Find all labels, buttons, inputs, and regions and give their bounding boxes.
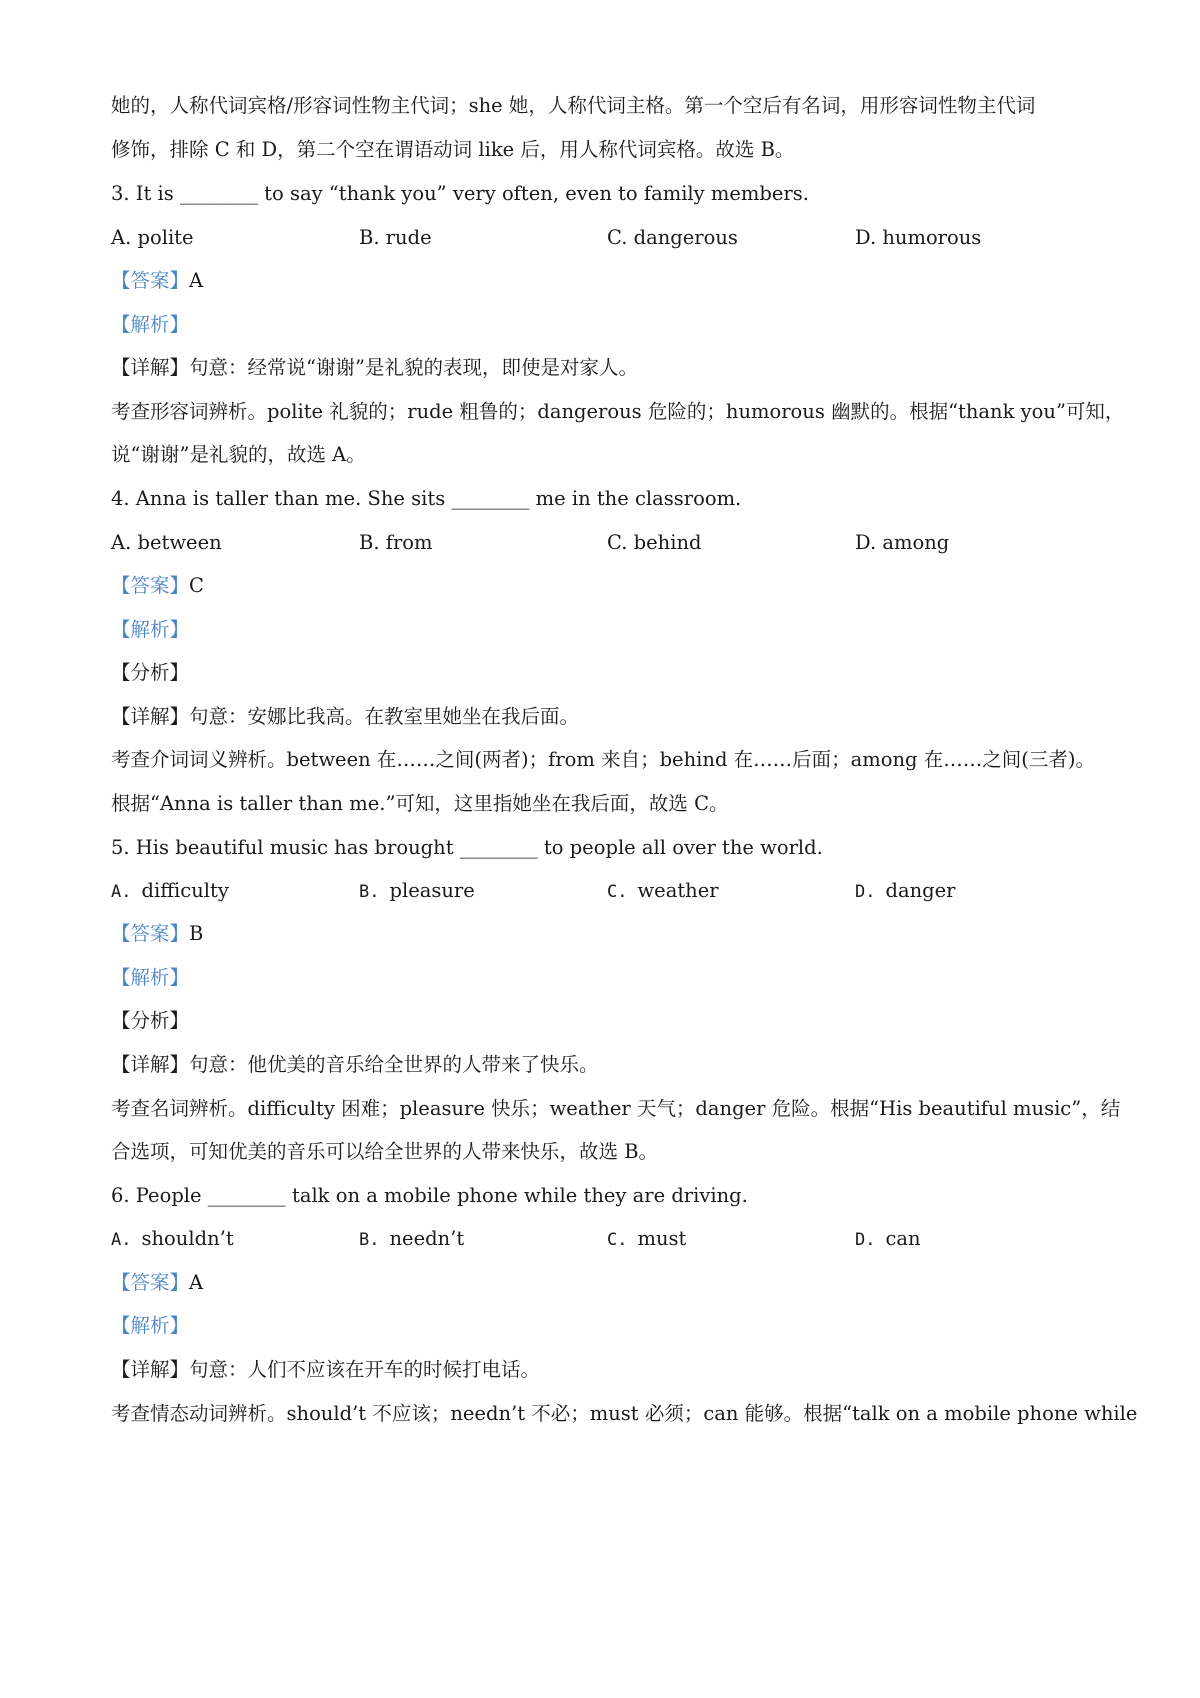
detail-label: 【详解】 (111, 1358, 190, 1381)
question-4-detail (111, 703, 1101, 731)
answer-value: A (189, 269, 204, 292)
question-5-answer (111, 920, 1101, 948)
question-6-detail (111, 1356, 1101, 1384)
option-word: weather (637, 879, 719, 902)
answer-value: A (189, 1271, 204, 1294)
intro-line-2: 修饰，排除 C 和 D，第二个空在谓语动词 like 后，用人称代词宾格。故选 B。 (111, 138, 795, 161)
question-5-analysis-label (111, 964, 1101, 992)
option-word: can (885, 1227, 921, 1250)
option-letter: C. (607, 882, 628, 902)
option-b (359, 877, 475, 906)
option-letter: D. (855, 1230, 876, 1250)
option-word: difficulty (141, 879, 229, 902)
question-4-answer (111, 572, 1101, 600)
detail-text: 句意：人们不应该在开车的时候打电话。 (189, 1358, 541, 1381)
option-c: C. behind (607, 531, 702, 554)
fenxi-label: 【分析】 (111, 1009, 190, 1032)
option-a: A. between (111, 531, 222, 554)
question-3-options (111, 224, 1101, 252)
analysis-label: 【解析】 (111, 966, 190, 989)
option-c (607, 1225, 686, 1254)
option-c (607, 877, 719, 906)
detail-text: 句意：经常说“谢谢”是礼貌的表现，即使是对家人。 (189, 356, 638, 379)
question-6-stem: 6. People ________ talk on a mobile phone while they are driving. (111, 1184, 748, 1207)
question-4-options (111, 529, 1101, 557)
question-5-explain-2: 合选项，可知优美的音乐可以给全世界的人带来快乐，故选 B。 (111, 1140, 659, 1163)
question-3-answer (111, 267, 1101, 295)
answer-label: 【答案】 (111, 269, 190, 292)
option-letter: D. (855, 882, 876, 902)
option-d (855, 1225, 921, 1254)
fenxi-label: 【分析】 (111, 661, 190, 684)
question-5-stem: 5. His beautiful music has brought ________ to people all over the world. (111, 836, 823, 859)
question-4-stem: 4. Anna is taller than me. She sits ________ me in the classroom. (111, 487, 742, 510)
intro-line-1: 她的，人称代词宾格/形容词性物主代词；she 她，人称代词主格。第一个空后有名词，用形容词性物主代词 (111, 94, 1036, 117)
answer-label: 【答案】 (111, 1271, 190, 1294)
question-3-analysis-label (111, 311, 1101, 339)
option-word: shouldn’t (141, 1227, 234, 1250)
question-4-fenxi-label (111, 659, 1101, 687)
question-3-explain-2: 说“谢谢”是礼貌的，故选 A。 (111, 443, 366, 466)
answer-value: C (189, 574, 204, 597)
question-5-detail (111, 1051, 1101, 1079)
analysis-label: 【解析】 (111, 1314, 190, 1337)
option-d (855, 877, 956, 906)
question-6-options (111, 1225, 1101, 1253)
detail-label: 【详解】 (111, 1053, 190, 1076)
option-letter: C. (607, 1230, 628, 1250)
option-word: needn’t (389, 1227, 465, 1250)
analysis-label: 【解析】 (111, 313, 190, 336)
question-5-options (111, 877, 1101, 905)
answer-label: 【答案】 (111, 922, 190, 945)
question-3-stem: 3. It is ________ to say “thank you” very often, even to family members. (111, 182, 809, 205)
question-4-explain-1: 考查介词词义辨析。between 在……之间(两者)；from 来自；behind 在……后面；among 在……之间(三者)。 (111, 748, 1095, 771)
option-letter: B. (359, 1230, 380, 1250)
detail-text: 句意：安娜比我高。在教室里她坐在我后面。 (189, 705, 580, 728)
option-letter: A. (111, 882, 132, 902)
option-b (359, 1225, 464, 1254)
option-d: D. among (855, 531, 950, 554)
option-a (111, 877, 229, 906)
detail-label: 【详解】 (111, 705, 190, 728)
option-letter: A. (111, 1230, 132, 1250)
question-4-analysis-label (111, 616, 1101, 644)
answer-value: B (189, 922, 204, 945)
question-6-answer (111, 1269, 1101, 1297)
option-word: pleasure (389, 879, 475, 902)
question-3-explain-1: 考查形容词辨析。polite 礼貌的；rude 粗鲁的；dangerous 危险的；humorous 幽默的。根据“thank you”可知， (111, 400, 1125, 423)
option-a: A. polite (111, 226, 194, 249)
question-5-fenxi-label (111, 1007, 1101, 1035)
question-5-explain-1: 考查名词辨析。difficulty 困难；pleasure 快乐；weather 天气；danger 危险。根据“His beautiful music”，结 (111, 1097, 1121, 1120)
option-c: C. dangerous (607, 226, 738, 249)
option-letter: B. (359, 882, 380, 902)
option-word: must (637, 1227, 687, 1250)
detail-label: 【详解】 (111, 356, 190, 379)
question-6-analysis-label (111, 1312, 1101, 1340)
question-3-detail (111, 354, 1101, 382)
detail-text: 句意：他优美的音乐给全世界的人带来了快乐。 (189, 1053, 599, 1076)
option-b: B. rude (359, 226, 432, 249)
option-d: D. humorous (855, 226, 982, 249)
question-4-explain-2: 根据“Anna is taller than me.”可知，这里指她坐在我后面，故选 C。 (111, 792, 729, 815)
option-a (111, 1225, 234, 1254)
option-word: danger (885, 879, 956, 902)
analysis-label: 【解析】 (111, 618, 190, 641)
question-6-explain-1: 考查情态动词辨析。should’t 不应该；needn’t 不必；must 必须；can 能够。根据“talk on a mobile phone while (111, 1402, 1138, 1425)
answer-label: 【答案】 (111, 574, 190, 597)
option-b: B. from (359, 531, 433, 554)
